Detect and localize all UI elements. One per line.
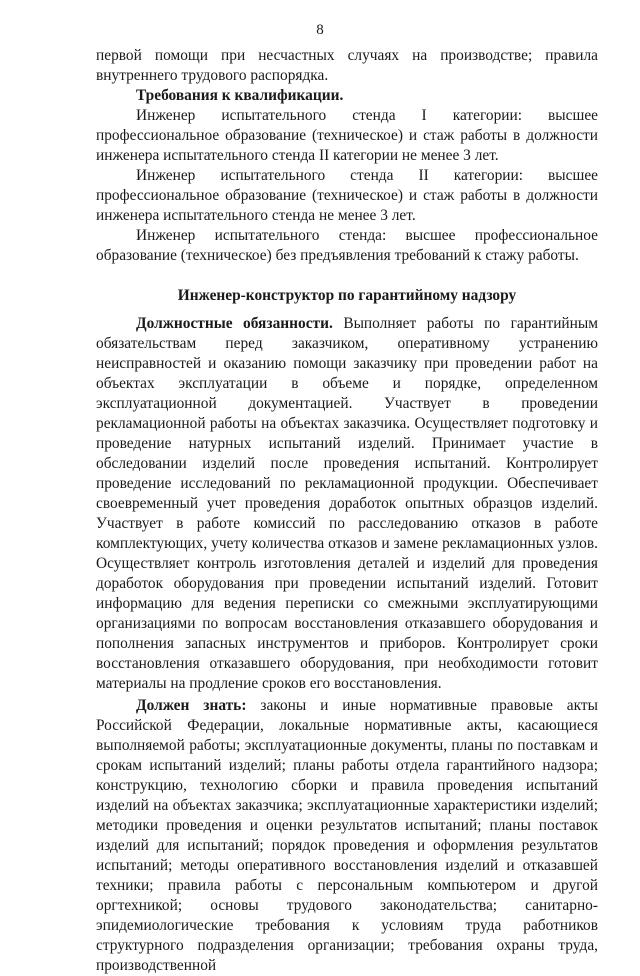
- document-body: [96, 46, 598, 976]
- knowledge-label: Должен знать:: [136, 697, 247, 714]
- duties-label: Должностные обязанности.: [136, 315, 333, 332]
- page-number: 8: [316, 22, 324, 38]
- section-title: Инженер-конструктор по гарантийному надзору: [177, 287, 517, 304]
- qualification-base: Инженер испытательного стенда: высшее профессиональное образование (техническое) без предъявления требований к стажу работы.: [96, 227, 598, 264]
- intro-continuation: первой помощи при несчастных случаях на производстве; правила внутреннего трудового распорядка.: [96, 47, 598, 84]
- qualification-category-1: Инженер испытательного стенда I категории: высшее профессиональное образование (техническое) и стаж работы в должности инженера испытательного стенда II категории не менее 3 лет.: [96, 107, 598, 164]
- knowledge-paragraph: [96, 696, 598, 976]
- knowledge-text: законы и иные нормативные правовые акты Российской Федерации, локальные нормативные акты, касающиеся выполняемой работы; эксплуатационные документы, планы по поставкам и срокам испытаний изделий; планы работы отдела гарантийного надзора; конструкцию, технологию сборки и правила проведения испытаний изделий на объектах заказчика; эксплуатационные характеристики изделий; методики проведения и оценки результатов испытаний; планы поставок изделий для испытаний; порядок проведения и оформления результатов испытаний; методы оперативного восстановления изделий и отказавшей техники; правила работы с персональным компьютером и другой оргтехникой; основы трудового законодательства; санитарно-эпидемиологические требования к условиям труда работников структурного подразделения организации; требования охраны труда, производственной: [96, 697, 598, 974]
- qualification-category-2: Инженер испытательного стенда II категории: высшее профессиональное образование (техническое) и стаж работы в должности инженера испытательного стенда не менее 3 лет.: [96, 167, 598, 224]
- duties-text: Выполняет работы по гарантийным обязательствам перед заказчиком, оперативному устранению неисправностей и оказанию помощи заказчику при проведении работ на объектах эксплуатации в объеме и порядке, определенном эксплуатационной документацией. Участвует в проведении рекламационной работы на объектах заказчика. Осуществляет подготовку и проведение натурных испытаний изделий. Принимает участие в обследовании изделий после проведения испытаний. Контролирует проведение исследований по рекламационной продукции. Обеспечивает своевременный учет проведения доработок опытных образцов изделий. Участвует в работе комиссий по расследованию отказов в работе комплектующих, учету количества отказов и замене рекламационных узлов. Осуществляет контроль изготовления деталей и изделий для проведения доработок оборудования при проведении испытаний изделий. Готовит информацию для ведения переписки со смежными эксплуатирующими организациями по вопросам восстановления отказавшего оборудования и пополнения запасных инструментов и приборов. Контролирует сроки восстановления отказавшего оборудования, при необходимости готовит материалы на продление сроков его восстановления.: [96, 315, 598, 692]
- duties-paragraph: [96, 314, 598, 694]
- qualification-heading: Требования к квалификации.: [136, 87, 344, 104]
